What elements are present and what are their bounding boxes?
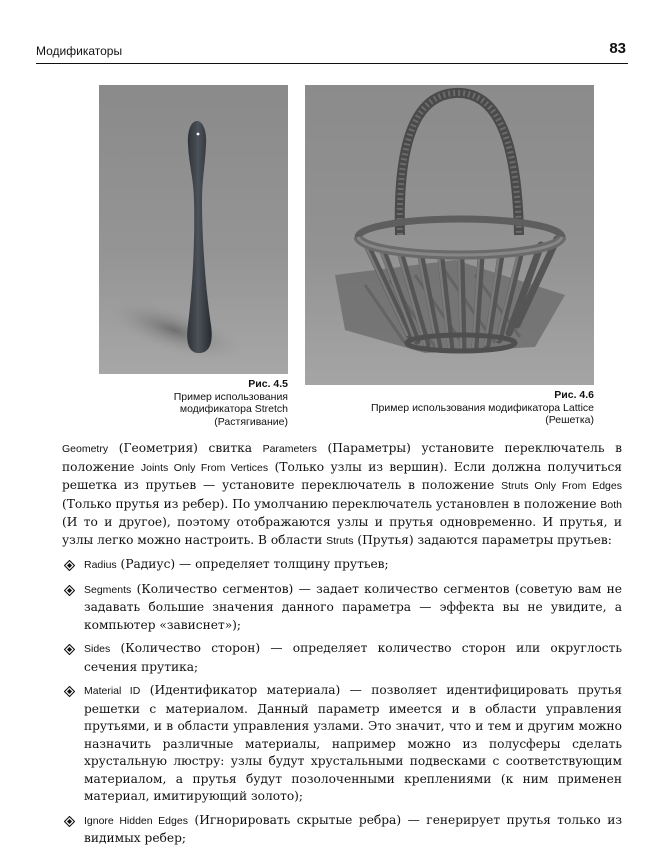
list-item: [62, 581, 622, 635]
body-text: [62, 440, 622, 854]
text-run: (Прутья) задаются параметры прутьев:: [353, 532, 612, 547]
term: Joints Only From Vertices: [140, 461, 269, 474]
text-run: (Игнорировать скрытые ребра) — генерирует прутья только из видимых ребер;: [84, 812, 622, 845]
text-run: (Параметры) установите переключатель в положение: [62, 441, 622, 474]
text-run: (Радиус) — определяет толщину прутьев;: [116, 557, 389, 571]
figure-4-6-caption: [305, 389, 594, 427]
term: Both: [600, 498, 622, 511]
page-header: [36, 36, 628, 66]
stretched-cylinder-icon: [99, 85, 288, 374]
term: Sides: [84, 643, 111, 655]
caption-line: Пример использования: [173, 390, 288, 403]
term: Ignore Hidden Edges: [84, 814, 188, 827]
term: Parameters: [262, 443, 317, 455]
caption-line: Пример использования модификатора Lattice: [371, 401, 594, 414]
text-run: (Только узлы из вершин). Если должна получиться решетка из прутьев — установите переключатель в положение: [62, 459, 622, 492]
text-run: (Только прутья из ребер). По умолчанию переключатель установлен в положение: [62, 496, 601, 511]
figure-4-5-caption: [99, 378, 288, 428]
caption-line: модификатора Stretch: [179, 403, 288, 415]
list-item: [62, 682, 622, 806]
term: Struts: [326, 534, 354, 547]
list-item: [62, 556, 622, 575]
text-run: (Идентификатор материала) — позволяет идентифицировать прутья решетки с материалом. Данный параметр имеется и в области управления прутьями, и в области управления узлами. Это значит, что и тем и другим можно назначить различные материалы, например можно из полусферы сделать хрустальную люстру: узлы будут хрустальными подвесками с соответствующим материалом, а прутья будут позолоченными креплениями (к ним применен материал, имитирующий золото);: [84, 683, 622, 803]
header-rule: [36, 63, 628, 64]
term: Segments: [84, 583, 132, 596]
text-run: (Количество сторон) — определяет количество сторон или округлость сечения прутика;: [84, 641, 622, 674]
list-item: [62, 812, 622, 848]
figure-number: Рис. 4.5: [248, 378, 288, 390]
term: Geometry: [62, 443, 109, 455]
diamond-bullet-icon: [64, 816, 75, 827]
list-item: [62, 640, 622, 676]
lattice-basket-icon: [305, 85, 594, 385]
figure-number: Рис. 4.6: [554, 389, 594, 401]
diamond-bullet-icon: [64, 585, 75, 596]
caption-line: (Растягивание): [214, 415, 288, 428]
diamond-bullet-icon: [64, 560, 75, 571]
chapter-title: Модификаторы: [36, 44, 123, 58]
caption-line: (Решетка): [545, 414, 594, 426]
paragraph: [62, 440, 622, 550]
term: Material ID: [84, 685, 141, 697]
page-number: 83: [609, 40, 626, 57]
figure-stretch-render: [99, 85, 288, 374]
term: Radius: [84, 559, 117, 571]
text-run: (И то и другое), поэтому отображаются узлы и прутья одновременно. И прутья, и узлы легко можно настроить. В области: [62, 515, 622, 547]
diamond-bullet-icon: [64, 644, 75, 655]
term: Struts Only From Edges: [501, 480, 622, 492]
diamond-bullet-icon: [64, 686, 75, 697]
text-run: (Геометрия) свитка: [108, 441, 263, 455]
parameter-list: [62, 556, 622, 848]
figure-lattice-render: [305, 85, 594, 385]
text-run: (Количество сегментов) — задает количество сегментов (советую вам не задавать большие значения данного параметра — эффекта вы не увидите, а компьютер «зависнет»);: [84, 581, 622, 632]
